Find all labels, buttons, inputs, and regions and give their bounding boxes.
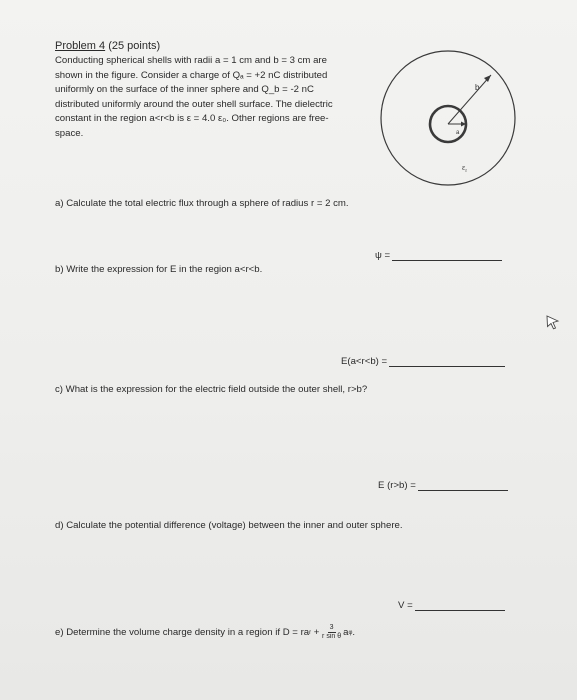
question-a: a) Calculate the total electric flux through a sphere of radius r = 2 cm. — [55, 198, 349, 209]
outer-shell — [381, 51, 515, 185]
label-epsilon — [462, 163, 467, 174]
statement-line: Conducting spherical shells with radii a = 1 cm and b = 3 cm are — [55, 55, 327, 66]
question-e-plus: + — [311, 627, 323, 638]
statement-line: space. — [55, 127, 84, 139]
radius-b-arrowhead — [484, 75, 491, 82]
question-e — [55, 624, 355, 641]
mouse-pointer-icon — [545, 314, 561, 330]
problem-points: (25 points) — [108, 40, 161, 52]
epsilon-symbol: ε — [462, 163, 466, 172]
radius-b-arrow — [448, 75, 491, 124]
question-b: b) Write the expression for E in the region a<r<b. — [55, 264, 263, 275]
answer-d-field[interactable] — [398, 600, 505, 611]
problem-title — [55, 40, 160, 52]
question-e-fraction — [322, 624, 341, 641]
question-e-sub-r: r — [309, 629, 312, 636]
statement-line: distributed uniformly around the outer shell surface. The dielectric — [55, 98, 333, 110]
statement-line: constant in the region a<r<b is ε = 4.0 ε₀. Other regions are free- — [55, 113, 329, 124]
problem-statement — [55, 54, 360, 141]
statement-line: uniformly on the surface of the inner sphere and Q_b = -2 nC — [55, 84, 314, 95]
statement-line: shown in the figure. Consider a charge of Qₐ = +2 nC distributed — [55, 69, 328, 81]
answer-b-label: E(a<r<b) = — [341, 356, 388, 367]
answer-d-blank[interactable] — [415, 600, 505, 611]
question-e-text: e) Determine the volume charge density in a region if D = ra — [55, 627, 310, 638]
answer-b-blank[interactable] — [389, 356, 505, 367]
answer-a-blank[interactable] — [392, 250, 502, 261]
question-e-period: . — [352, 627, 356, 638]
epsilon-subscript: r — [465, 169, 468, 174]
answer-a-label: ψ = — [375, 250, 391, 261]
label-b: b — [475, 83, 480, 92]
answer-c-blank[interactable] — [418, 480, 508, 491]
label-a: a — [456, 130, 460, 136]
fraction-denominator: r sin θ — [322, 633, 342, 640]
answer-b-field[interactable] — [341, 356, 505, 367]
question-d: d) Calculate the potential difference (voltage) between the inner and outer sphere. — [55, 520, 403, 531]
question-e-sub-phi: φ — [348, 629, 353, 636]
question-c: c) What is the expression for the electric field outside the outer shell, r>b? — [55, 384, 368, 395]
spherical-shells-figure — [378, 48, 518, 188]
answer-d-label: V = — [398, 600, 413, 611]
fraction-numerator: 3 — [329, 624, 334, 631]
question-e-unit-a: a — [343, 627, 349, 638]
answer-a-field[interactable] — [375, 250, 502, 261]
problem-number: Problem 4 — [55, 40, 106, 52]
answer-c-field[interactable] — [378, 480, 508, 491]
answer-c-label: E (r>b) = — [378, 480, 416, 491]
